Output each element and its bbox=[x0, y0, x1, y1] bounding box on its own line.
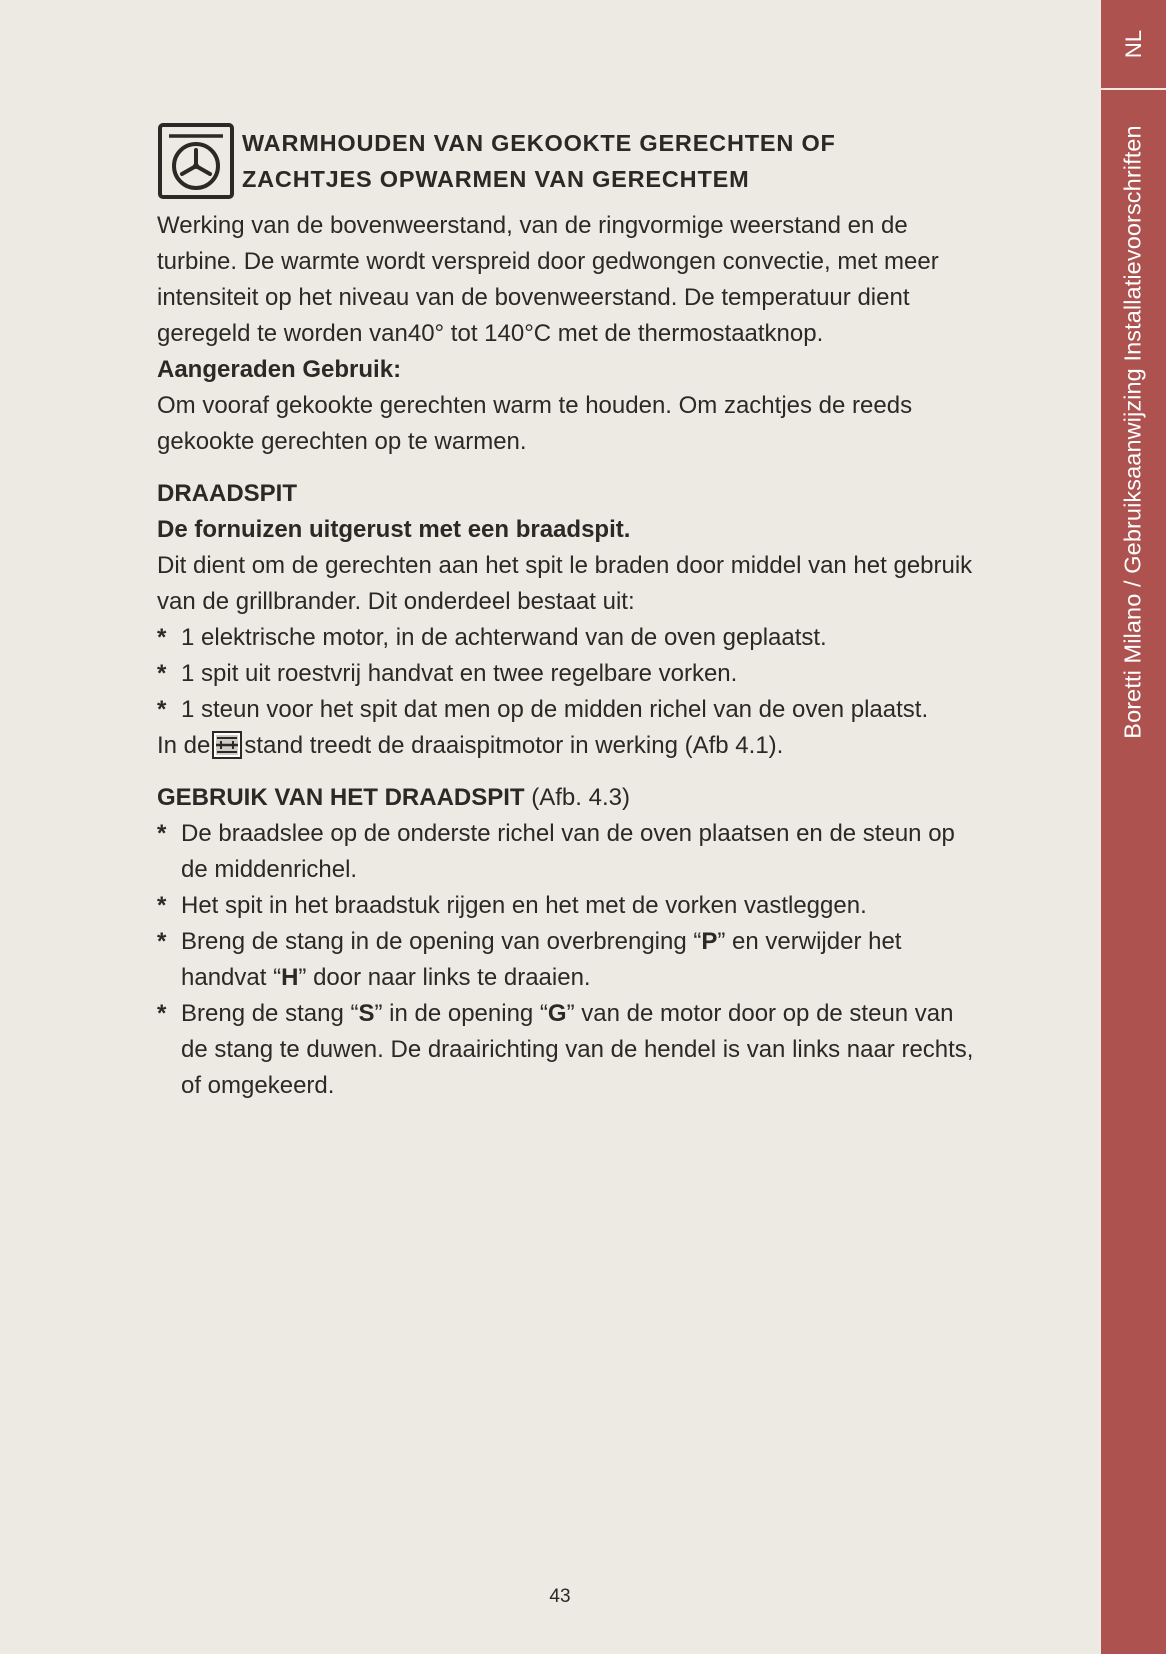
page-content bbox=[157, 122, 977, 1104]
text-segment: Breng de stang in de opening van overbrenging “ bbox=[181, 928, 702, 955]
rotisserie-use-heading bbox=[157, 780, 977, 816]
list-item bbox=[157, 888, 977, 924]
label-p: P bbox=[701, 928, 718, 955]
language-label: NL bbox=[1120, 29, 1146, 59]
page-number: 43 bbox=[549, 1586, 571, 1607]
oven-fan-icon bbox=[157, 122, 235, 200]
list-item bbox=[157, 816, 977, 888]
section-body: Werking van de bovenweerstand, van de ringvormige weerstand en de turbine. De warmte wordt verspreid door gedwongen convectie, met meer intensiteit op het niveau van de bovenweerstand. De temperatuur dient geregeld te worden van40° tot 140°C met de thermostaatknop. bbox=[157, 212, 939, 347]
section-title bbox=[242, 125, 836, 197]
rotisserie-steps-list bbox=[157, 816, 977, 1104]
section-title-line1: WARMHOUDEN VAN GEKOOKTE GERECHTEN OF bbox=[242, 130, 836, 156]
recommended-use-text: Om vooraf gekookte gerechten warm te houden. Om zachtjes de reeds gekookte gerechten op te warmen. bbox=[157, 392, 913, 455]
section-rotisserie-use bbox=[157, 780, 977, 1104]
list-item-text: Het spit in het braadstuk rijgen en het met de vorken vastleggen. bbox=[181, 892, 867, 919]
text-segment: Breng de stang “ bbox=[181, 1000, 359, 1027]
text-segment: ” in de opening “ bbox=[374, 1000, 548, 1027]
figure-reference: (Afb. 4.3) bbox=[531, 784, 630, 811]
list-item-text bbox=[181, 1000, 973, 1099]
sidebar bbox=[1101, 0, 1166, 1654]
text-segment: ” door naar links te draaien. bbox=[298, 964, 591, 991]
rotisserie-intro: Dit dient om de gerechten aan het spit le braden door middel van het gebruik van de grillbrander. Dit onderdeel bestaat uit: bbox=[157, 552, 973, 615]
text-segment: ” van de motor door op de steun van de stang te duwen. De draairichting van de hendel is van links naar rechts, of omgekeerd. bbox=[181, 1000, 974, 1099]
section-heading-row bbox=[157, 122, 977, 200]
sidebar-title: Boretti Milano / Gebruiksaanwijzing Installatievoorschriften bbox=[1119, 125, 1146, 739]
bullet-marker: * bbox=[157, 696, 167, 723]
bullet-marker: * bbox=[157, 892, 167, 919]
list-item bbox=[157, 996, 977, 1104]
rotisserie-note bbox=[157, 728, 977, 764]
note-text-after: stand treedt de draaispitmotor in werking (Afb 4.1). bbox=[244, 732, 784, 759]
text-segment: ” en verwijder het handvat “ bbox=[181, 928, 902, 991]
note-text-before: In de bbox=[157, 732, 211, 759]
bullet-marker: * bbox=[157, 660, 167, 687]
bullet-marker: * bbox=[157, 820, 167, 847]
list-item-text bbox=[181, 928, 901, 991]
list-item-text: 1 steun voor het spit dat men op de midden richel van de oven plaatst. bbox=[181, 696, 929, 723]
rotisserie-icon bbox=[212, 731, 242, 759]
list-item bbox=[157, 692, 977, 728]
section-keep-warm bbox=[157, 122, 977, 460]
rotisserie-parts-list bbox=[157, 620, 977, 728]
language-tab bbox=[1101, 0, 1166, 90]
section-rotisserie bbox=[157, 476, 977, 764]
rotisserie-use-title: GEBRUIK VAN HET DRAADSPIT bbox=[157, 784, 525, 811]
rotisserie-subheading: De fornuizen uitgerust met een braadspit. bbox=[157, 516, 631, 543]
list-item bbox=[157, 924, 977, 996]
label-h: H bbox=[281, 964, 299, 991]
bullet-marker: * bbox=[157, 1000, 167, 1027]
recommended-use-label: Aangeraden Gebruik: bbox=[157, 356, 402, 383]
list-item-text: 1 elektrische motor, in de achterwand van de oven geplaatst. bbox=[181, 624, 827, 651]
section-title-line2: ZACHTJES OPWARMEN VAN GERECHTEM bbox=[242, 166, 750, 192]
bullet-marker: * bbox=[157, 624, 167, 651]
list-item bbox=[157, 656, 977, 692]
rotisserie-heading: DRAADSPIT bbox=[157, 480, 298, 507]
list-item bbox=[157, 620, 977, 656]
list-item-text: 1 spit uit roestvrij handvat en twee regelbare vorken. bbox=[181, 660, 738, 687]
bullet-marker: * bbox=[157, 928, 167, 955]
list-item-text: De braadslee op de onderste richel van de oven plaatsen en de steun op de middenrichel. bbox=[181, 820, 955, 883]
label-g: G bbox=[547, 1000, 567, 1027]
label-s: S bbox=[358, 1000, 375, 1027]
